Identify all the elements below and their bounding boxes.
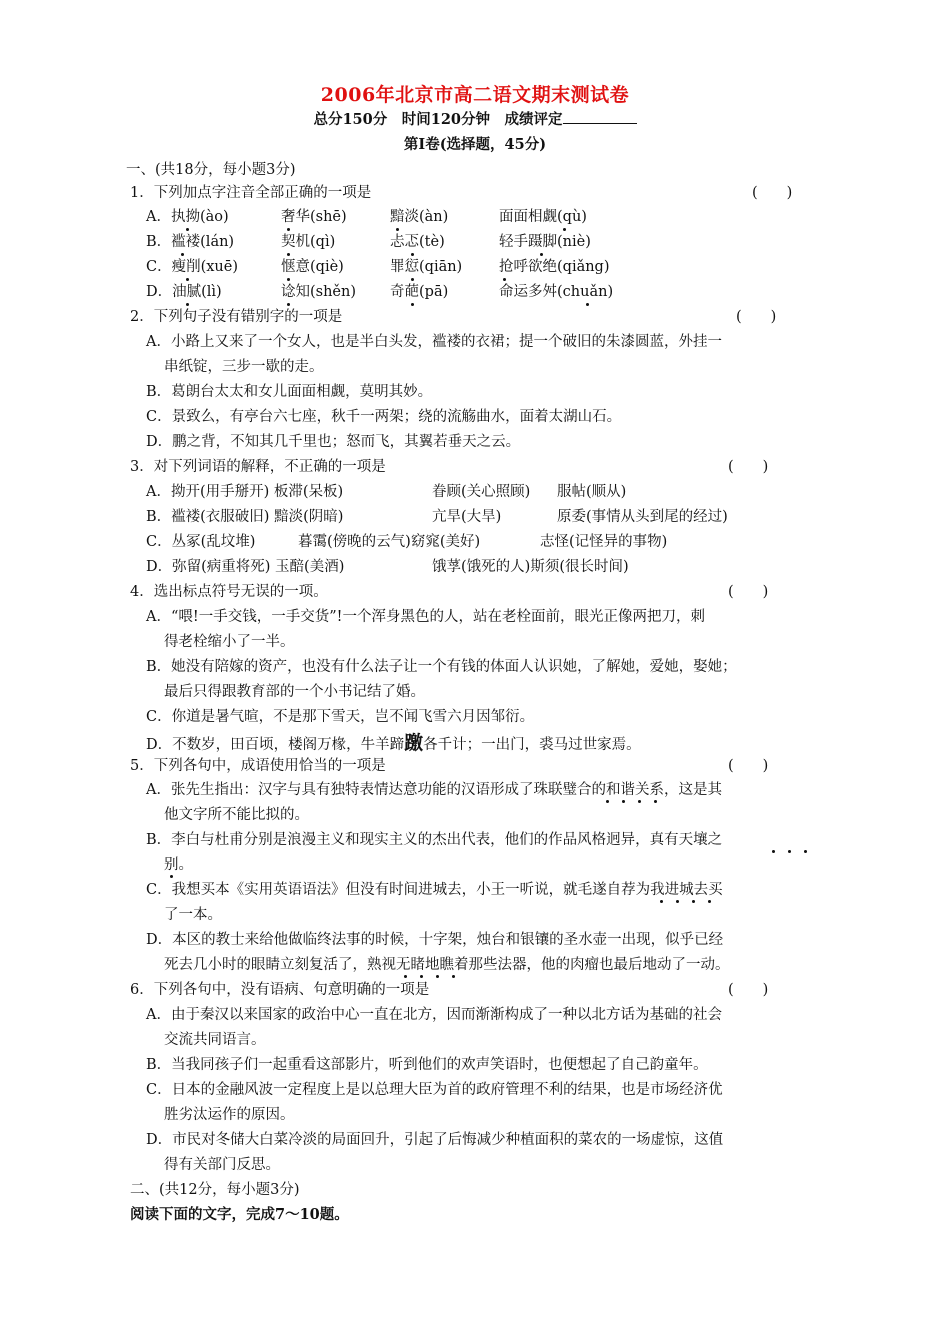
q6-answer-paren: ( ) <box>728 982 769 998</box>
q4-option-a-line1: A．“喂!一手交钱，一手交货”!一个浑身黑色的人，站在老栓面前，眼光正像两把刀，刺 <box>146 609 705 625</box>
emphasis-dot <box>676 900 679 903</box>
q1-option-b-3: 忐忑(tè) <box>390 234 445 250</box>
q4-option-c: C．你道是暑气暄，不是那下雪天，岂不闻飞雪六月因邹衍。 <box>146 709 535 725</box>
q2-option-a-line1: A．小路上又来了一个女人，也是半白头发，褴褛的衣裙；提一个破旧的朱漆圆蓝，外挂一 <box>146 334 722 350</box>
q1-option-a-1: A．执拗(ào) <box>146 209 229 225</box>
emphasis-dot <box>396 228 399 231</box>
q6-option-c-line1: C．日本的金融风波一定程度上是以总理大臣为首的政府管理不利的结果，也是市场经济优 <box>146 1082 723 1098</box>
emphasis-dot <box>287 303 290 306</box>
emphasis-dot <box>772 850 775 853</box>
q2-option-b: B．葛朗台太太和女儿面面相觑，莫明其妙。 <box>146 384 433 400</box>
q6-option-c-line2: 胜劣汰运作的原因。 <box>164 1107 295 1123</box>
q4-option-d: D．不数岁，田百顷，楼阁万椽，牛羊蹄躈各千计；一出门，裘马过世家焉。 <box>146 732 641 754</box>
q5-stem: 5．下列各句中，成语使用恰当的一项是 <box>130 758 386 774</box>
q1-option-c-4: 抢呼欲绝(qiǎng) <box>499 259 610 275</box>
q6-option-d-line2: 得有关部门反思。 <box>164 1157 280 1173</box>
emphasis-dot <box>452 975 455 978</box>
emphasis-dot <box>638 800 641 803</box>
q3-stem: 3．对下列词语的解释，不正确的一项是 <box>130 459 386 475</box>
q1-option-c-2: 惬意(qiè) <box>281 259 344 275</box>
emphasis-dot <box>606 800 609 803</box>
q3-option-a-3: 服帖(顺从) <box>557 484 627 500</box>
q6-option-d-line1: D．市民对冬储大白菜冷淡的局面回升，引起了后悔减少种植面积的菜农的一场虚惊，这值 <box>146 1132 724 1148</box>
q1-option-b-4: 轻手蹑脚(niè) <box>499 234 591 250</box>
q5-option-c-line1: C．我想买本《实用英语语法》但没有时间进城去，小王一听说，就毛遂自荐为我进城去买 <box>146 882 723 898</box>
emphasis-dot <box>287 253 290 256</box>
emphasis-dot <box>287 228 290 231</box>
q5-option-d-line1: D．本区的教士来给他做临终法事的时候，十字架，烛台和银镶的圣水壶一出现，似乎已经 <box>146 932 724 948</box>
q5-option-b-line1: B．李白与杜甫分别是浪漫主义和现实主义的杰出代表，他们的作品风格迥异，真有天壤之 <box>146 832 723 848</box>
q1-option-a-2: 奢华(shē) <box>281 209 347 225</box>
q1-answer-paren: ( ) <box>752 185 793 201</box>
q4-option-b-line1: B．她没有陪嫁的资产，也没有什么法子让一个有钱的体面人认识她，了解她，爱她，娶她； <box>146 659 737 675</box>
emphasis-dot <box>411 303 414 306</box>
section-one-heading: 一、(共18分，每小题3分) <box>126 162 296 178</box>
q5-option-a-line2: 他文字所不能比拟的。 <box>164 807 309 823</box>
emphasis-dot <box>503 278 506 281</box>
emphasis-dot <box>186 228 189 231</box>
reading-instruction: 阅读下面的文字，完成7～10题。 <box>130 1206 349 1223</box>
q1-option-a-3: 黯淡(àn) <box>390 209 449 225</box>
emphasis-dot <box>287 278 290 281</box>
emphasis-dot <box>788 850 791 853</box>
q5-answer-paren: ( ) <box>728 758 769 774</box>
emphasis-dot <box>420 975 423 978</box>
q2-option-d: D．鹏之背，不知其几千里也；怒而飞，其翼若垂天之云。 <box>146 434 521 450</box>
q3-option-a-1: A．拗开(用手掰开) 板滞(呆板) <box>146 484 344 500</box>
emphasis-dot <box>804 850 807 853</box>
q3-option-c-3: 志怪(记怪异的事物) <box>540 534 668 550</box>
q4-rare-character: 躈 <box>404 732 424 754</box>
q1-option-c-1: C．瘦削(xuē) <box>146 259 239 275</box>
q1-option-c-3: 罪愆(qiān) <box>390 259 463 275</box>
q1-option-b-2: 契机(qì) <box>281 234 336 250</box>
q1-option-b-1: B．褴褛(lán) <box>146 234 235 250</box>
q4-stem: 4．选出标点符号无误的一项。 <box>130 584 328 600</box>
emphasis-dot <box>654 800 657 803</box>
q3-option-a-2: 眷顾(关心照顾) <box>432 484 531 500</box>
section-two-heading: 二、(共12分，每小题3分) <box>130 1182 300 1198</box>
emphasis-dot <box>181 253 184 256</box>
emphasis-dot <box>692 900 695 903</box>
q3-option-d-2: 饿莩(饿死的人)斯须(很长时间) <box>432 559 629 575</box>
q4-option-b-line2: 最后只得跟教育部的一个小书记结了婚。 <box>164 684 425 700</box>
q3-option-c-1: C．丛冢(乱坟堆) <box>146 534 256 550</box>
emphasis-dot <box>660 900 663 903</box>
volume-heading: 第Ⅰ卷(选择题，45分) <box>403 136 547 153</box>
q5-option-a-line1: A．张先生指出：汉字与具有独特表情达意功能的汉语形成了珠联璧合的和谐关系，这是其 <box>146 782 722 798</box>
q3-option-c-2: 暮霭(傍晚的云气)窈窕(美好) <box>298 534 481 550</box>
q3-option-b-3: 原委(事情从头到尾的经过) <box>557 509 728 525</box>
q6-option-a-line2: 交流共同语言。 <box>164 1032 266 1048</box>
q1-option-d-3: 奇葩(pā) <box>390 284 449 300</box>
emphasis-dot <box>404 975 407 978</box>
q3-option-b-1: B．褴褛(衣服破旧) 黯淡(阴暗) <box>146 509 344 525</box>
q1-option-d-2: 谂知(shěn) <box>281 284 357 300</box>
emphasis-dot <box>708 900 711 903</box>
q1-option-d-4: 命运多舛(chuǎn) <box>499 284 614 300</box>
score-blank <box>563 110 637 124</box>
q2-stem: 2．下列句子没有错别字的一项是 <box>130 309 343 325</box>
q3-answer-paren: ( ) <box>728 459 769 475</box>
q1-option-d-1: D．油腻(lì) <box>146 284 222 300</box>
q6-option-b: B．当我同孩子们一起重看这部影片，听到他们的欢声笑语时，也便想起了自己韵童年。 <box>146 1057 708 1073</box>
q2-option-c: C．景致么，有亭台六七座，秋千一两架；绕的流觞曲水，面着太湖山石。 <box>146 409 622 425</box>
emphasis-dot <box>563 228 566 231</box>
q4-answer-paren: ( ) <box>728 584 769 600</box>
q6-option-a-line1: A．由于秦汉以来国家的政治中心一直在北方，因而渐渐构成了一种以北方话为基础的社会 <box>146 1007 722 1023</box>
emphasis-dot <box>170 875 173 878</box>
q1-stem: 1．下列加点字注音全部正确的一项是 <box>130 185 372 201</box>
emphasis-dot <box>411 278 414 281</box>
q6-stem: 6．下列各句中，没有语病、句意明确的一项是 <box>130 982 430 998</box>
q5-option-b-line2: 别。 <box>164 857 193 873</box>
q5-option-d-line2: 死去几小时的眼睛立刻复活了，熟视无睹地瞧着那些法器，他的肉瘤也最后地动了一动。 <box>164 957 730 973</box>
q2-answer-paren: ( ) <box>736 309 777 325</box>
emphasis-dot <box>622 800 625 803</box>
q3-option-d-1: D．弥留(病重将死) 玉醅(美酒) <box>146 559 345 575</box>
exam-subtitle: 总分150分 时间120分钟 成绩评定 <box>0 108 950 129</box>
emphasis-dot <box>436 975 439 978</box>
q1-option-a-4: 面面相觑(qù) <box>499 209 587 225</box>
q3-option-b-2: 亢旱(大旱) <box>432 509 502 525</box>
q2-option-a-line2: 串纸锭，三步一歇的走。 <box>164 359 324 375</box>
emphasis-dot <box>411 253 414 256</box>
q5-option-c-line2: 了一本。 <box>164 907 222 923</box>
exam-title: 2006年北京市高二语文期末测试卷 <box>320 84 630 106</box>
emphasis-dot <box>186 303 189 306</box>
q4-option-a-line2: 得老栓缩小了一半。 <box>164 634 295 650</box>
emphasis-dot <box>540 253 543 256</box>
emphasis-dot <box>186 278 189 281</box>
emphasis-dot <box>586 303 589 306</box>
